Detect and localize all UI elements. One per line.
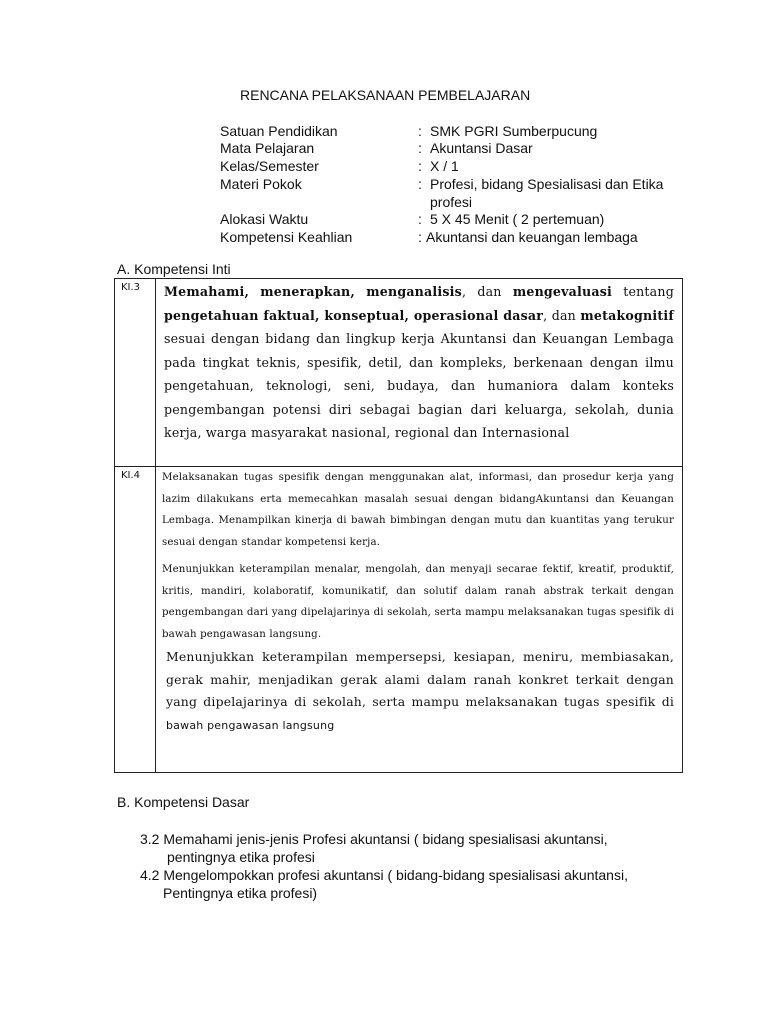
info-row-mapel [0, 139, 768, 157]
ki3-connector: , dan [543, 307, 581, 323]
info-value: Akuntansi Dasar [430, 140, 533, 156]
ki3-knowledge-types: pengetahuan faktual, konseptual, operasional dasar [164, 307, 544, 323]
ki4-content [156, 467, 683, 773]
info-colon: : [418, 123, 422, 139]
info-colon: : [418, 176, 422, 192]
ki3-rest: sesuai dengan bidang dan lingkup kerja Akuntansi dan Keuangan Lembaga pada tingkat teknis, spesifik, detil, dan kompleks, berkenaan dengan ilmu pengetahuan, teknologi, seni, budaya, dan humaniora dalam konteks pengembangan potensi diri sebagai bagian dari keluarga, sekolah, dunia kerja, warga masyarakat nasional, regional dan Internasional [164, 331, 674, 440]
info-label: Materi Pokok [220, 176, 302, 192]
ki3-row [115, 279, 683, 467]
ki4-row [115, 467, 683, 773]
kd-line-1: 3.2 Memahami jenis-jenis Profesi akuntansi ( bidang spesialisasi akuntansi, [140, 831, 608, 847]
info-label: Mata Pelajaran [220, 140, 315, 156]
ki3-connector: tentang [612, 284, 674, 299]
ki4-paragraph-1: Melaksanakan tugas spesifik dengan menggunakan alat, informasi, dan prosedur kerja yang lazim dilakukans erta memecahkan masalah sesuai dengan bidangAkuntansi dan Keuangan Lembaga. Menampilkan kinerja di bawah bimbingan dengan mutu dan kuantitas yang terukur sesuai dengan standar kompetensi kerja. [162, 472, 674, 548]
page-title: RENCANA PELAKSANAAN PEMBELAJARAN [240, 87, 531, 103]
ki3-text [156, 279, 682, 445]
kd-line-1: 4.2 Mengelompokkan profesi akuntansi ( bidang-bidang spesialisasi akuntansi, [140, 867, 628, 883]
ki3-verb-4: mengevaluasi [512, 284, 612, 299]
info-value: SMK PGRI Sumberpucung [430, 123, 598, 139]
info-colon: : [418, 158, 422, 174]
ki4-paragraph-3-tail: bawah pengawasan langsung [166, 718, 335, 732]
info-label: Kelas/Semester [220, 158, 319, 174]
ki4-code: KI.4 [115, 467, 156, 773]
section-b-heading: B. Kompetensi Dasar [117, 794, 250, 810]
ki3-code: KI.3 [115, 279, 156, 467]
ki4-paragraph-3 [156, 646, 682, 737]
info-value: 5 X 45 Menit ( 2 pertemuan) [430, 211, 605, 227]
info-colon: : [418, 211, 422, 227]
kd-line-2: Pentingnya etika profesi) [163, 885, 318, 901]
info-label: Satuan Pendidikan [220, 123, 338, 139]
info-row-alokasi [0, 210, 768, 228]
ki3-verb-1: Memahami, [164, 284, 250, 299]
info-colon: : [418, 229, 422, 245]
info-colon: : [418, 140, 422, 156]
info-row-keahlian [0, 228, 768, 246]
info-value: X / 1 [430, 158, 459, 174]
info-label: Kompetensi Keahlian [220, 229, 353, 245]
kd-line-2: pentingnya etika profesi [167, 849, 315, 865]
info-value: Akuntansi dan keuangan lembaga [426, 229, 638, 245]
ki4-paragraph-2: Menunjukkan keterampilan menalar, mengolah, dan menyaji secarae fektif, kreatif, produktif, kritis, mandiri, kolaboratif, komunikatif, dan solutif dalam ranah abstrak terkait dengan pengembangan dari yang dipelajarinya di sekolah, serta mampu melaksanakan tugas spesifik di bawah pengawasan langsung. [162, 564, 674, 640]
ki3-verb-3: menganalisis [366, 284, 462, 299]
ki3-verb-2: menerapkan, [260, 284, 356, 299]
ki3-content [156, 279, 683, 467]
ki4-paragraph-3-text: Menunjukkan keterampilan mempersepsi, kesiapan, meniru, membiasakan, gerak mahir, menjadikan gerak alami dalam ranah konkret terkait dengan yang dipelajarinya di sekolah, serta mampu melaksanakan tugas spesifik di [166, 649, 674, 709]
info-value: Profesi, bidang Spesialisasi dan Etika profesi [430, 176, 664, 210]
kd-item [140, 830, 608, 866]
ki3-connector: , dan [461, 284, 513, 299]
info-row-kelas [0, 157, 768, 175]
info-row-materi [0, 175, 768, 211]
kd-item [140, 866, 628, 902]
section-a-heading: A. Kompetensi Inti [117, 261, 231, 277]
info-label: Alokasi Waktu [220, 211, 309, 227]
ki3-metakognitif: metakognitif [580, 307, 674, 323]
kompetensi-inti-table [114, 278, 683, 773]
info-row-satuan [0, 122, 768, 140]
